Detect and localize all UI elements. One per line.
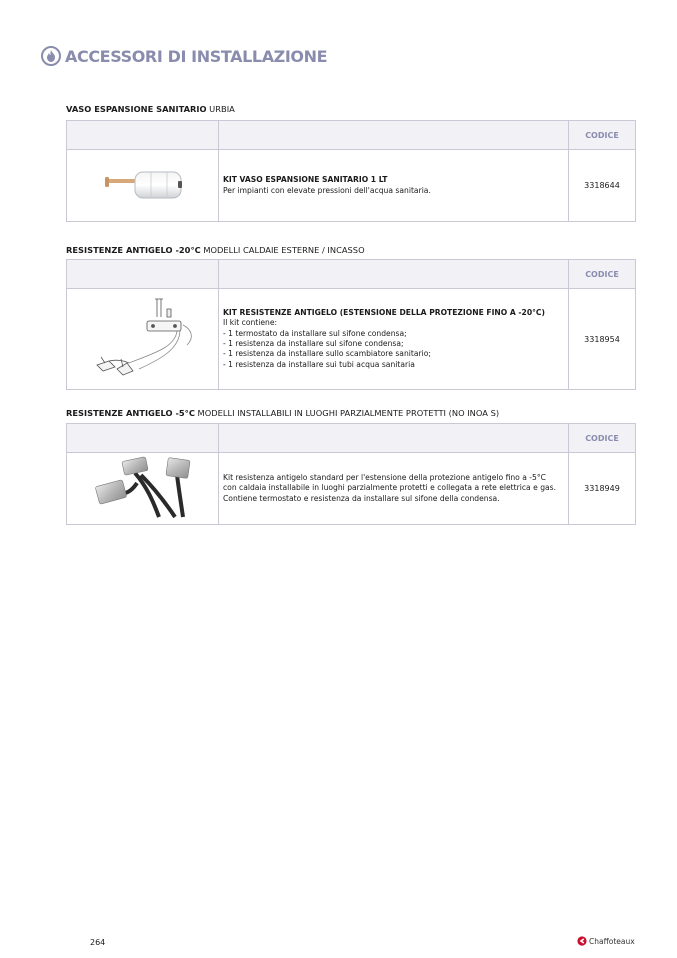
header-cell-image — [67, 260, 219, 289]
product-line: - 1 resistenza da installare sullo scambiatore sanitario; — [223, 349, 431, 359]
product-line: - 1 resistenza da installare sul sifone condensa; — [223, 339, 404, 348]
section-title-rest: MODELLI CALDAIE ESTERNE / INCASSO — [200, 245, 365, 255]
product-line: - 1 resistenza da installare sui tubi acqua sanitaria — [223, 359, 415, 369]
product-image-cell — [67, 453, 219, 525]
codice-header: CODICE — [569, 121, 636, 150]
heating-kit-image — [67, 289, 218, 385]
product-line: - 1 termostato da installare sul sifone condensa; — [223, 328, 407, 338]
page-header — [41, 43, 327, 69]
header-cell-description — [219, 121, 569, 150]
product-image-cell — [67, 150, 219, 222]
product-line: Il kit contiene: — [223, 318, 278, 328]
page-title: ACCESSORI DI INSTALLAZIONE — [65, 46, 328, 66]
product-code: 3318954 — [569, 289, 636, 390]
section-title-rest: URBIA — [206, 104, 235, 114]
product-title: KIT VASO ESPANSIONE SANITARIO 1 LT — [223, 175, 388, 185]
section-title-bold: RESISTENZE ANTIGELO -20°C — [66, 245, 201, 255]
header-cell-image — [67, 121, 219, 150]
product-description — [219, 289, 569, 390]
product-image-cell — [67, 289, 219, 390]
flame-icon — [41, 46, 61, 66]
header-cell-description — [219, 260, 569, 289]
header-cell-description — [219, 424, 569, 453]
section-title-bold: RESISTENZE ANTIGELO -5°C — [66, 408, 195, 418]
product-table-resistenze-5 — [66, 423, 636, 525]
codice-header: CODICE — [569, 424, 636, 453]
page-number: 264 — [90, 938, 106, 947]
codice-header: CODICE — [569, 260, 636, 289]
product-title: KIT RESISTENZE ANTIGELO (ESTENSIONE DELLA PROTEZIONE FINO A -20°C) — [223, 308, 545, 318]
section-title-bold: VASO ESPANSIONE SANITARIO — [66, 104, 207, 114]
resistance-kit-image — [67, 453, 218, 520]
product-code: 3318644 — [569, 150, 636, 222]
section-title-resistenze-5 — [66, 408, 499, 418]
section-title-vaso — [66, 104, 235, 114]
product-line: Contiene termostato e resistenza da installare sul sifone della condensa. — [223, 493, 500, 503]
product-description — [219, 453, 569, 525]
brand-name: Chaffoteaux — [589, 936, 635, 946]
chaffoteaux-logo-icon — [577, 936, 587, 946]
product-line: con caldaia installabile in luoghi parzialmente protetti e collegata a rete elettrica e gas. — [223, 483, 557, 493]
product-line: Per impianti con elevate pressioni dell'acqua sanitaria. — [223, 185, 431, 195]
product-table-vaso — [66, 120, 636, 222]
brand-logo — [577, 936, 635, 946]
section-title-resistenze-20 — [66, 245, 365, 255]
product-line: Kit resistenza antigelo standard per l'estensione della protezione antigelo fino a -5°C — [223, 473, 546, 483]
section-title-rest: MODELLI INSTALLABILI IN LUOGHI PARZIALMENTE PROTETTI (NO INOA S) — [194, 408, 500, 418]
expansion-vessel-image — [67, 150, 218, 217]
product-description — [219, 150, 569, 222]
header-cell-image — [67, 424, 219, 453]
product-code: 3318949 — [569, 453, 636, 525]
product-table-resistenze-20 — [66, 259, 636, 390]
